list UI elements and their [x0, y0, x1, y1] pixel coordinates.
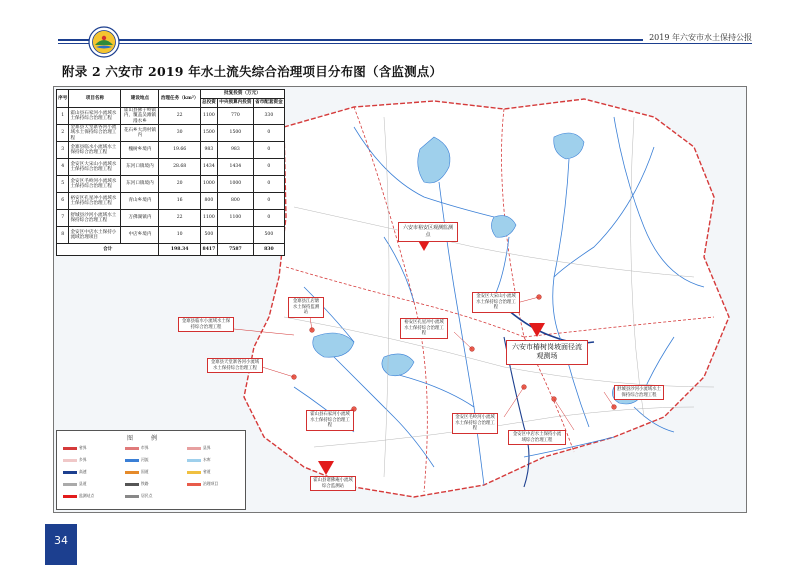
cell-area: 10 — [159, 227, 200, 244]
cell-total: 800 — [200, 193, 217, 210]
cell-location: 东河口镇境内 — [121, 176, 159, 193]
map-label-zhufoan-station: 霍山县诸佛庵小流域综合监测站 — [310, 476, 356, 491]
map-label-dasongshan-project: 金安区大宋山小流域水土保持综合治理工程 — [472, 292, 520, 313]
cell-total: 1100 — [200, 108, 217, 125]
cell-project: 金安区大宋山小流域水土保持综合治理工程 — [69, 159, 121, 176]
cell-project: 金寨县临水小流域水土保持综合治理工程 — [69, 142, 121, 159]
cell-no: 2 — [57, 125, 69, 142]
page-number: 34 — [45, 524, 77, 565]
table-row — [57, 227, 285, 244]
legend-swatch-icon — [63, 447, 77, 450]
legend-item-label: 国道 — [141, 469, 149, 474]
sum-central: 7587 — [217, 244, 253, 256]
legend-swatch-icon — [187, 459, 201, 462]
cell-location: 中店乡境内 — [121, 227, 159, 244]
col-project: 项目名称 — [69, 90, 121, 108]
map-label-zhongdian-project: 金安区中店水土保持小流域综合治理工程 — [508, 430, 566, 445]
col-central: 中央预算内投资 — [217, 99, 253, 108]
cell-central: 1500 — [217, 125, 253, 142]
col-total: 总投资 — [200, 99, 217, 108]
legend-item-label: 监测站点 — [79, 493, 95, 498]
cell-area: 22 — [159, 210, 200, 227]
legend-item — [63, 481, 87, 487]
legend-swatch-icon — [187, 447, 201, 450]
legend-item-label: 河流 — [141, 457, 149, 462]
map-label-chunshugang-monitor: 六安市椿树岗坡面径流观测场 — [506, 340, 588, 365]
legend-item — [187, 481, 218, 487]
col-location: 建设地点 — [121, 90, 159, 108]
cell-central: 983 — [217, 142, 253, 159]
cell-location: 花石乡大湾村镇内 — [121, 125, 159, 142]
cell-central: 1434 — [217, 159, 253, 176]
cell-location: 万佛湖镇内 — [121, 210, 159, 227]
cell-local: 0 — [253, 159, 284, 176]
legend-item-label: 省界 — [79, 445, 87, 450]
cell-no: 5 — [57, 176, 69, 193]
sum-area: 198.34 — [159, 244, 200, 256]
legend-item — [125, 445, 149, 451]
project-table — [56, 89, 285, 256]
cell-total: 1434 — [200, 159, 217, 176]
cell-no: 3 — [57, 142, 69, 159]
cell-location: 青山乡境内 — [121, 193, 159, 210]
cell-project: 裕安区孔星冲小流域水土保持综合治理工程 — [69, 193, 121, 210]
cell-project: 金寨县天堂寨各河小流域水土保持综合治理工程 — [69, 125, 121, 142]
cell-local: 0 — [253, 125, 284, 142]
table-row — [57, 125, 285, 142]
legend-item — [125, 481, 149, 487]
cell-location: 槐树乡境内 — [121, 142, 159, 159]
table-row — [57, 193, 285, 210]
table-row — [57, 159, 285, 176]
table-row — [57, 210, 285, 227]
map-label-yuan-monitor: 六安市裕安区观测监测点 — [398, 222, 458, 242]
legend-item — [125, 457, 149, 463]
cell-central: 1000 — [217, 176, 253, 193]
legend-item — [63, 493, 94, 499]
legend-swatch-icon — [125, 483, 139, 486]
cell-no: 4 — [57, 159, 69, 176]
legend-swatch-icon — [63, 471, 77, 474]
page-title: 附录 2 六安市 2019 年水土流失综合治理项目分布图（含监测点） — [62, 64, 443, 79]
cell-area: 30 — [159, 125, 200, 142]
legend-swatch-icon — [63, 495, 77, 498]
cell-project: 霍山县石家河小流域水土保持综合治理工程 — [69, 108, 121, 125]
cell-local: 0 — [253, 176, 284, 193]
table-sum-row — [57, 244, 285, 256]
map-label-jiangdian-station: 金寨县江店塘水土保持监测站 — [288, 297, 324, 318]
cell-project: 金安区毛岭河小流域水土保持综合治理工程 — [69, 176, 121, 193]
sum-local: 830 — [253, 244, 284, 256]
cell-location: 霍山县佛子岭镇内，覆盖吴滩镇漫水乡 — [121, 108, 159, 125]
col-area: 治理任务（km²） — [159, 90, 200, 108]
map-label-shijiahe-project: 霍山县石家河小流域水土保持综合治理工程 — [306, 410, 354, 431]
cell-no: 8 — [57, 227, 69, 244]
legend-swatch-icon — [63, 483, 77, 486]
cell-no: 1 — [57, 108, 69, 125]
cell-no: 7 — [57, 210, 69, 227]
legend-swatch-icon — [187, 471, 201, 474]
cell-total: 1000 — [200, 176, 217, 193]
sum-label: 合计 — [57, 244, 159, 256]
table-row — [57, 108, 285, 125]
col-no: 序号 — [57, 90, 69, 108]
legend-item-label: 省道 — [203, 469, 211, 474]
legend-item-label: 铁路 — [141, 481, 149, 486]
col-invest-group: 批复投资（万元） — [200, 90, 284, 99]
map-label-shahe-project: 舒城县沙河小流域水土保持综合治理工程 — [614, 385, 664, 400]
cell-local: 500 — [253, 227, 284, 244]
map-label-linshui-project: 金寨县临水小流域水土保持综合治理工程 — [178, 317, 234, 332]
cell-area: 28.68 — [159, 159, 200, 176]
legend-swatch-icon — [125, 495, 139, 498]
cell-area: 19.66 — [159, 142, 200, 159]
legend-item-label: 高速 — [79, 469, 87, 474]
cell-local: 330 — [253, 108, 284, 125]
cell-local: 0 — [253, 210, 284, 227]
cell-total: 1100 — [200, 210, 217, 227]
legend-item-label: 市界 — [141, 445, 149, 450]
sum-total: 8417 — [200, 244, 217, 256]
table-row — [57, 142, 285, 159]
legend-swatch-icon — [125, 447, 139, 450]
legend-item — [187, 469, 211, 475]
legend-item-label: 水库 — [203, 457, 211, 462]
legend-item — [187, 445, 211, 451]
header-text: 2019 年六安市水土保持公报 — [643, 32, 752, 43]
legend-item-label: 治理项目 — [203, 481, 219, 486]
legend-item — [125, 493, 152, 499]
cell-no: 6 — [57, 193, 69, 210]
legend-swatch-icon — [187, 483, 201, 486]
cell-central: 1100 — [217, 210, 253, 227]
legend-item-label: 县道 — [79, 481, 87, 486]
legend-item — [187, 457, 211, 463]
cell-area: 16 — [159, 193, 200, 210]
legend-item — [63, 469, 87, 475]
legend-item — [63, 457, 87, 463]
map-label-kongxingchong-project: 裕安区孔星冲小流域水土保持综合治理工程 — [400, 318, 448, 339]
cell-area: 20 — [159, 176, 200, 193]
legend-item — [125, 469, 149, 475]
cell-total: 983 — [200, 142, 217, 159]
cell-location: 东河口镇境内 — [121, 159, 159, 176]
legend-item-label: 乡界 — [79, 457, 87, 462]
cell-project: 舒城县沙河小流域水土保持综合治理工程 — [69, 210, 121, 227]
map-label-tiantangzhai-project: 金寨县天堂寨各河小流域水土保持综合治理工程 — [207, 358, 263, 373]
legend-item — [63, 445, 87, 451]
cell-central: 770 — [217, 108, 253, 125]
map-legend — [56, 430, 246, 510]
cell-local: 0 — [253, 142, 284, 159]
map-label-maolinghe-project: 金安区毛岭河小流域水土保持综合治理工程 — [452, 413, 498, 434]
cell-central: 800 — [217, 193, 253, 210]
col-local: 省市配套资金 — [253, 99, 284, 108]
legend-swatch-icon — [125, 459, 139, 462]
legend-swatch-icon — [125, 471, 139, 474]
cell-project: 金安区中店水土保持小流域治理项目 — [69, 227, 121, 244]
legend-title: 图例 — [126, 435, 175, 442]
cell-area: 22 — [159, 108, 200, 125]
table-row — [57, 176, 285, 193]
legend-item-label: 居民点 — [141, 493, 153, 498]
cell-local: 0 — [253, 193, 284, 210]
cell-central — [217, 227, 253, 244]
header-rule-thin — [58, 43, 752, 44]
bureau-logo-icon — [88, 26, 120, 58]
cell-total: 500 — [200, 227, 217, 244]
legend-item-label: 县界 — [203, 445, 211, 450]
legend-swatch-icon — [63, 459, 77, 462]
cell-total: 1500 — [200, 125, 217, 142]
